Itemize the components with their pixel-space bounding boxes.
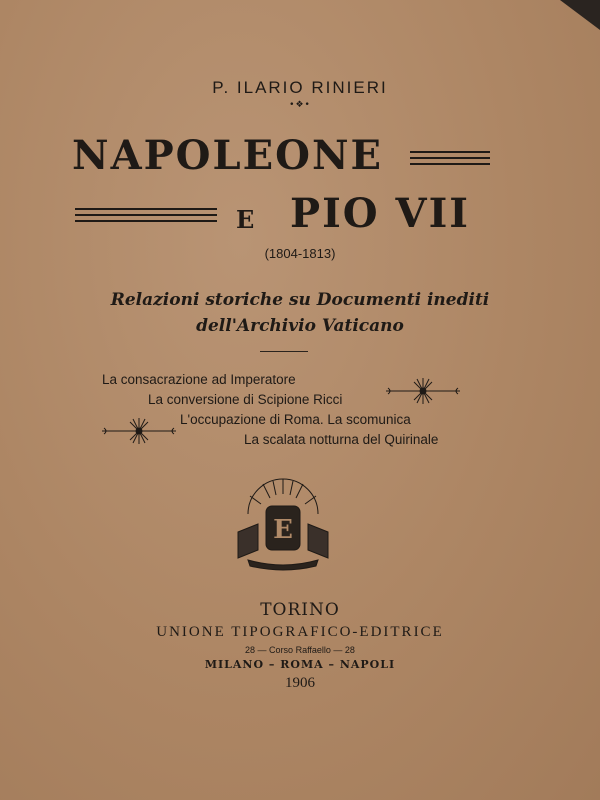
author-ornament: •❖• [289, 100, 311, 110]
title-line-2: PIO VII [290, 190, 471, 237]
title-rule-left-3 [75, 220, 217, 222]
subtitle-line-1: Relazioni storiche su Documenti inediti [110, 290, 490, 310]
title-rule-right-2 [410, 157, 490, 159]
publication-year: 1906 [285, 675, 315, 691]
svg-text:E: E [273, 515, 293, 545]
subtitle-line-2: dell'Archivio Vaticano [196, 316, 404, 336]
subtitle-divider [260, 351, 308, 352]
publisher-address: 28 — Corso Raffaello — 28 [245, 645, 355, 655]
title-rule-left [75, 208, 217, 210]
title-rule-right [410, 151, 490, 153]
branch-cities: MILANO – ROMA – NAPOLI [204, 658, 396, 671]
publication-city: TORINO [260, 600, 340, 620]
title-conjunction: E [236, 205, 255, 234]
contents-item: La scalata notturna del Quirinale [244, 432, 439, 447]
torn-corner [560, 0, 600, 30]
title-rule-right-3 [410, 163, 490, 165]
publisher-name: UNIONE TIPOGRAFICO-EDITRICE [156, 624, 444, 640]
author-name: P. ILARIO RINIERI [212, 78, 388, 97]
title-line-1: NAPOLEONE [72, 132, 384, 179]
title-rule-left-2 [75, 214, 217, 216]
contents-item: La conversione di Scipione Ricci [148, 392, 343, 407]
starburst-ornament-icon [100, 416, 178, 446]
publisher-emblem-icon [228, 474, 338, 574]
date-range: (1804-1813) [264, 246, 336, 261]
starburst-ornament-icon [384, 376, 462, 406]
contents-item: L'occupazione di Roma. La scomunica [180, 412, 411, 427]
contents-item: La consacrazione ad Imperatore [102, 372, 296, 387]
